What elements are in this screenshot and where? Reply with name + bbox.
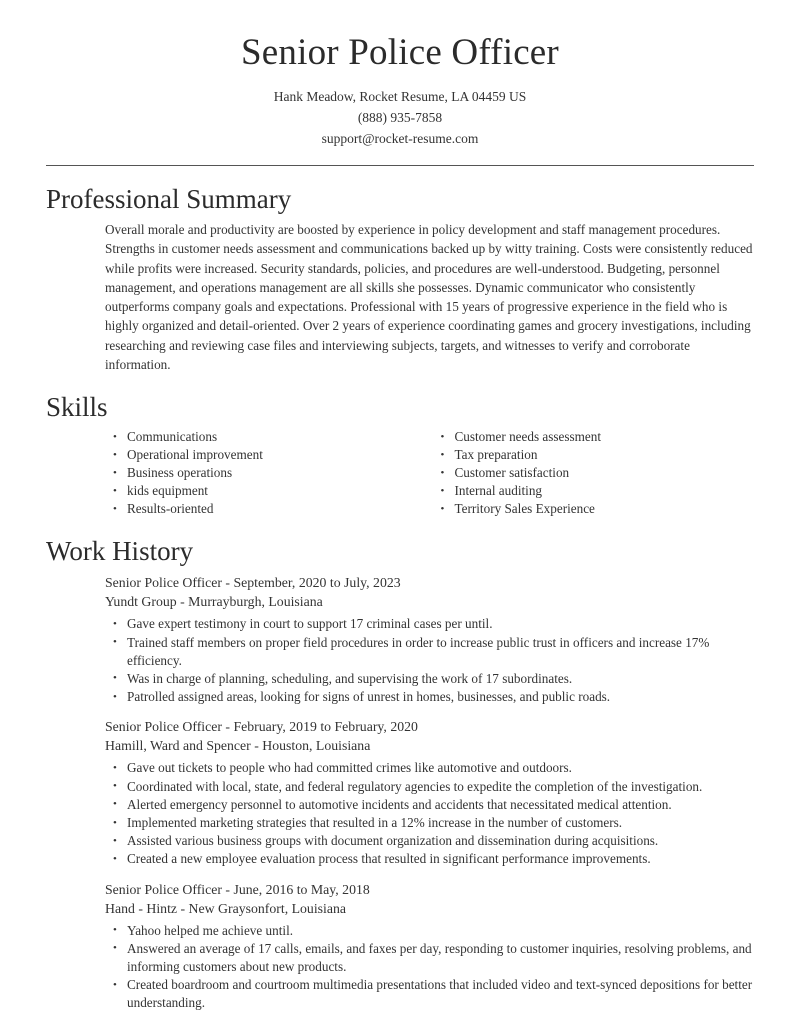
- job-company: Hand - Hintz - New Graysonfort, Louisiana: [105, 900, 346, 916]
- contact-block: [40, 86, 760, 149]
- summary-body: [40, 220, 760, 374]
- page-title: Senior Police Officer: [241, 32, 559, 73]
- list-item: • Territory Sales Experience: [433, 500, 761, 518]
- section-heading-summary: Professional Summary: [46, 184, 292, 214]
- list-item: • Alerted emergency personnel to automotive incidents and accidents that necessitated medical attention.: [105, 796, 755, 814]
- job-company: Yundt Group - Murrayburgh, Louisiana: [105, 594, 323, 610]
- list-item: • Assisted various business groups with document organization and dissemination during acquisitions.: [105, 832, 755, 850]
- list-item: • Business operations: [105, 464, 433, 482]
- section-skills: [40, 390, 760, 518]
- list-item: • Communications: [105, 428, 433, 446]
- contact-phone: (888) 935-7858: [357, 110, 443, 125]
- section-work-history: [40, 534, 760, 1012]
- job-company: Hamill, Ward and Spencer - Houston, Louisiana: [105, 738, 371, 754]
- list-item: • Trained staff members on proper field procedures in order to increase public trust in officers and increase 17% efficiency.: [105, 634, 755, 670]
- skills-column-left: [105, 428, 433, 518]
- list-item: • kids equipment: [105, 482, 433, 500]
- skills-list-left: [105, 428, 433, 518]
- list-item: • Operational improvement: [105, 446, 433, 464]
- job-bullet-list: [105, 759, 755, 868]
- list-item: • Implemented marketing strategies that resulted in a 12% increase in the number of customers.: [105, 814, 755, 832]
- contact-address: Hank Meadow, Rocket Resume, LA 04459 US: [273, 89, 527, 104]
- contact-email: support@rocket-resume.com: [321, 131, 479, 146]
- list-item: • Customer satisfaction: [433, 464, 761, 482]
- section-heading-work-history: Work History: [46, 536, 194, 567]
- list-item: • Created boardroom and courtroom multimedia presentations that included video and text-synced depositions for better understanding.: [105, 976, 755, 1012]
- list-item: • Answered an average of 17 calls, emails, and faxes per day, responding to customer inquiries, resolving problems, and informing customers about new products.: [105, 940, 755, 976]
- summary-text: Overall morale and productivity are boosted by experience in policy development and staff management procedures. Strengths in customer needs assessment and communications backed up by witty training. Costs were consistently reduced while profits were increased. Security standards, policies, and procedures are well-understood. Budgeting, personnel management, and operations management are all skills she possesses. Dynamic communicator who consistently outperforms company goals and expectations. Professional with 15 years of progressive experience in the field who is highly organized and detail-oriented. Over 2 years of experience coordinating games and grocery investigations, including researching and reviewing case files and interviewing subjects, targets, and witnesses to verify and corroborate information.: [105, 222, 753, 373]
- job-bullet-list: [105, 615, 755, 706]
- list-item: • Coordinated with local, state, and federal regulatory agencies to expedite the completion of the investigation.: [105, 778, 755, 796]
- list-item: • Customer needs assessment: [433, 428, 761, 446]
- resume-header: [40, 0, 760, 166]
- job-bullet-list: [105, 922, 755, 1013]
- section-heading-skills: Skills: [46, 392, 108, 423]
- work-history-entry: [40, 880, 760, 1013]
- skills-columns: [40, 428, 760, 518]
- job-title: Senior Police Officer - September, 2020 to July, 2023: [105, 575, 401, 591]
- skills-list-right: [433, 428, 761, 518]
- list-item: • Yahoo helped me achieve until.: [105, 922, 755, 940]
- skills-column-right: [433, 428, 761, 518]
- job-title: Senior Police Officer - February, 2019 to February, 2020: [105, 719, 418, 735]
- work-history-entry: [40, 573, 760, 706]
- list-item: • Gave expert testimony in court to support 17 criminal cases per until.: [105, 615, 755, 633]
- work-history-entry: [40, 717, 760, 868]
- section-professional-summary: [40, 182, 760, 374]
- header-divider: [46, 165, 754, 166]
- list-item: • Was in charge of planning, scheduling, and supervising the work of 17 subordinates.: [105, 670, 755, 688]
- list-item: • Patrolled assigned areas, looking for signs of unrest in homes, businesses, and public roads.: [105, 688, 755, 706]
- list-item: • Created a new employee evaluation process that resulted in significant performance improvements.: [105, 850, 755, 868]
- list-item: • Tax preparation: [433, 446, 761, 464]
- list-item: • Gave out tickets to people who had committed crimes like automotive and outdoors.: [105, 759, 755, 777]
- list-item: • Internal auditing: [433, 482, 761, 500]
- job-title: Senior Police Officer - June, 2016 to May, 2018: [105, 881, 370, 897]
- list-item: • Results-oriented: [105, 500, 433, 518]
